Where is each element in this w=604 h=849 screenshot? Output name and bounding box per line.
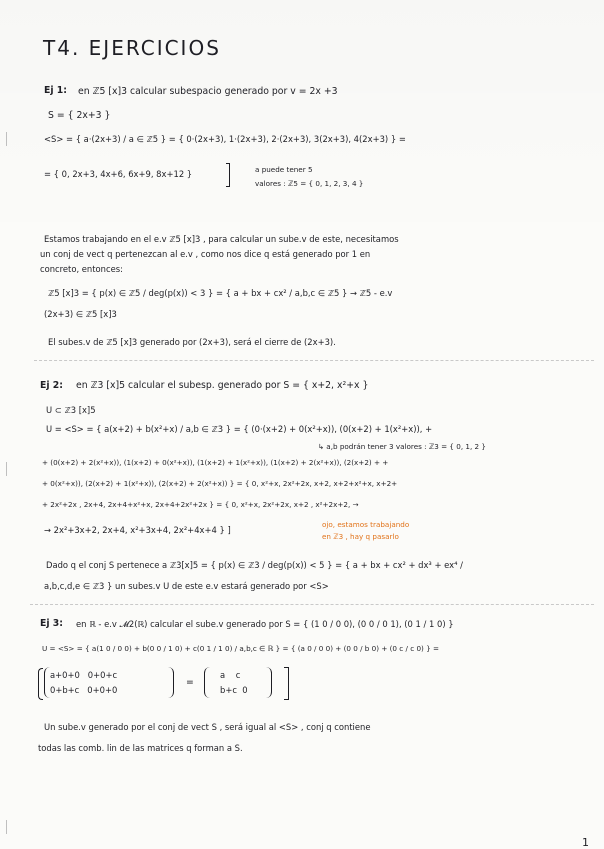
matrix-parens [44, 667, 174, 698]
ej3-heading: Ej 3: [40, 618, 63, 629]
margin-mark [6, 462, 10, 476]
ej1-statement: en ℤ5 [x]3 calcular subespacio generado por v = 2x +3 [78, 86, 338, 97]
ej1-para-3: concreto, entonces: [40, 264, 123, 274]
ej1-result-line: = { 0, 2x+3, 4x+6, 6x+9, 8x+12 } [44, 169, 193, 179]
ej3-matrix-row-1: a+0+0 0+0+c [50, 670, 118, 680]
ej2-subset: U ⊂ ℤ3 [x]5 [46, 405, 96, 415]
ej2-line-5: + 2x²+2x , 2x+4, 2x+4+x²+x, 2x+4+2x²+2x } = { 0, x²+x, 2x²+2x, x+2 , x²+2x+2, → [42, 500, 359, 509]
ej2-line-3: + (0(x+2) + 2(x²+x)), (1(x+2) + 0(x²+x)), (1(x+2) + 1(x²+x)), (1(x+2) + 2(x²+x)), (2(x+2) + + [42, 458, 389, 467]
page-number: 1 [582, 836, 589, 849]
matrix-brace-left [38, 668, 43, 700]
ej2-u-line: U = <S> = { a(x+2) + b(x²+x) / a,b ∈ ℤ3 } = { (0·(x+2) + 0(x²+x)), (0(x+2) + 1(x²+x)), + [46, 424, 433, 434]
closing-bracket [284, 667, 289, 700]
ej1-span-line: <S> = { a·(2x+3) / a ∈ ℤ5 } = { 0·(2x+3), 1·(2x+3), 2·(2x+3), 3(2x+3), 4(2x+3) } = [44, 134, 406, 144]
ej1-conclusion: El subes.v de ℤ5 [x]3 generado por (2x+3), será el cierre de (2x+3). [48, 337, 336, 347]
ej3-para-1: Un sube.v generado por el conj de vect S , será igual al <S> , conj q contiene [44, 722, 371, 732]
result-bracket [226, 163, 230, 187]
ej2-statement: en ℤ3 [x]5 calcular el subesp. generado por S = { x+2, x²+x } [76, 380, 369, 391]
ej2-heading: Ej 2: [40, 380, 63, 391]
page-title: T4. EJERCICIOS [43, 36, 221, 60]
equals-sign: = [186, 677, 194, 688]
ej2-line-4: + 0(x²+x)), (2(x+2) + 1(x²+x)), (2(x+2) + 2(x²+x)) } = { 0, x²+x, 2x²+2x, x+2, x+2+x²+x, x+2+ [42, 479, 398, 488]
ej1-definition: ℤ5 [x]3 = { p(x) ∈ ℤ5 / deg(p(x)) < 3 } = { a + bx + cx² / a,b,c ∈ ℤ5 } → ℤ5 - e.v [48, 288, 393, 298]
ej1-membership: (2x+3) ∈ ℤ5 [x]3 [44, 309, 117, 319]
ej2-warning-2: en ℤ3 , hay q pasarlo [322, 532, 399, 541]
ej1-para-2: un conj de vect q pertenezcan al e.v , como nos dice q está generado por 1 en [40, 249, 371, 259]
ej2-note-ab: ↳ a,b podrán tener 3 valores : ℤ3 = { 0, 1, 2 } [318, 442, 486, 451]
ej2-para-1: Dado q el conj S pertenece a ℤ3[x]5 = { p(x) ∈ ℤ3 / deg(p(x)) < 5 } = { a + bx + cx² + dx³ + ex⁴ / [46, 560, 463, 570]
ej3-para-2: todas las comb. lin de las matrices q forman a S. [38, 743, 243, 753]
ej2-line-6: → 2x²+3x+2, 2x+4, x²+3x+4, 2x²+4x+4 } ] [44, 525, 231, 535]
ej1-note-1: a puede tener 5 [255, 165, 313, 174]
ej3-matrix2-row-2: b+c 0 [220, 685, 248, 695]
ej3-u-line: U = <S> = { a(1 0 / 0 0) + b(0 0 / 1 0) + c(0 1 / 1 0) / a,b,c ∈ ℝ } = { (a 0 / 0 0) + (0 0 / b 0) + (0 c / c 0) } = [42, 644, 440, 653]
section-divider [30, 604, 594, 605]
margin-mark [6, 820, 10, 834]
ej3-matrix2-row-1: a c [220, 670, 241, 680]
section-divider [34, 360, 594, 361]
ej3-matrix-row-2: 0+b+c 0+0+0 [50, 685, 118, 695]
ej3-statement: en ℝ - e.v 𝓜2(ℝ) calcular el sube.v generado por S = { (1 0 / 0 0), (0 0 / 0 1), (0 1 / 1 0) } [76, 619, 454, 629]
ej1-s-line: S = { 2x+3 } [48, 110, 111, 121]
margin-mark [6, 132, 10, 146]
ej2-para-2: a,b,c,d,e ∈ ℤ3 } un subes.v U de este e.v estará generado por <S> [44, 581, 329, 591]
ej1-para-1: Estamos trabajando en el e.v ℤ5 [x]3 , para calcular un sube.v de este, necesitamos [44, 234, 399, 244]
ej2-warning-1: ojo, estamos trabajando [322, 520, 410, 529]
ej1-heading: Ej 1: [44, 85, 67, 96]
ej1-note-2: valores : ℤ5 = { 0, 1, 2, 3, 4 } [255, 179, 364, 188]
